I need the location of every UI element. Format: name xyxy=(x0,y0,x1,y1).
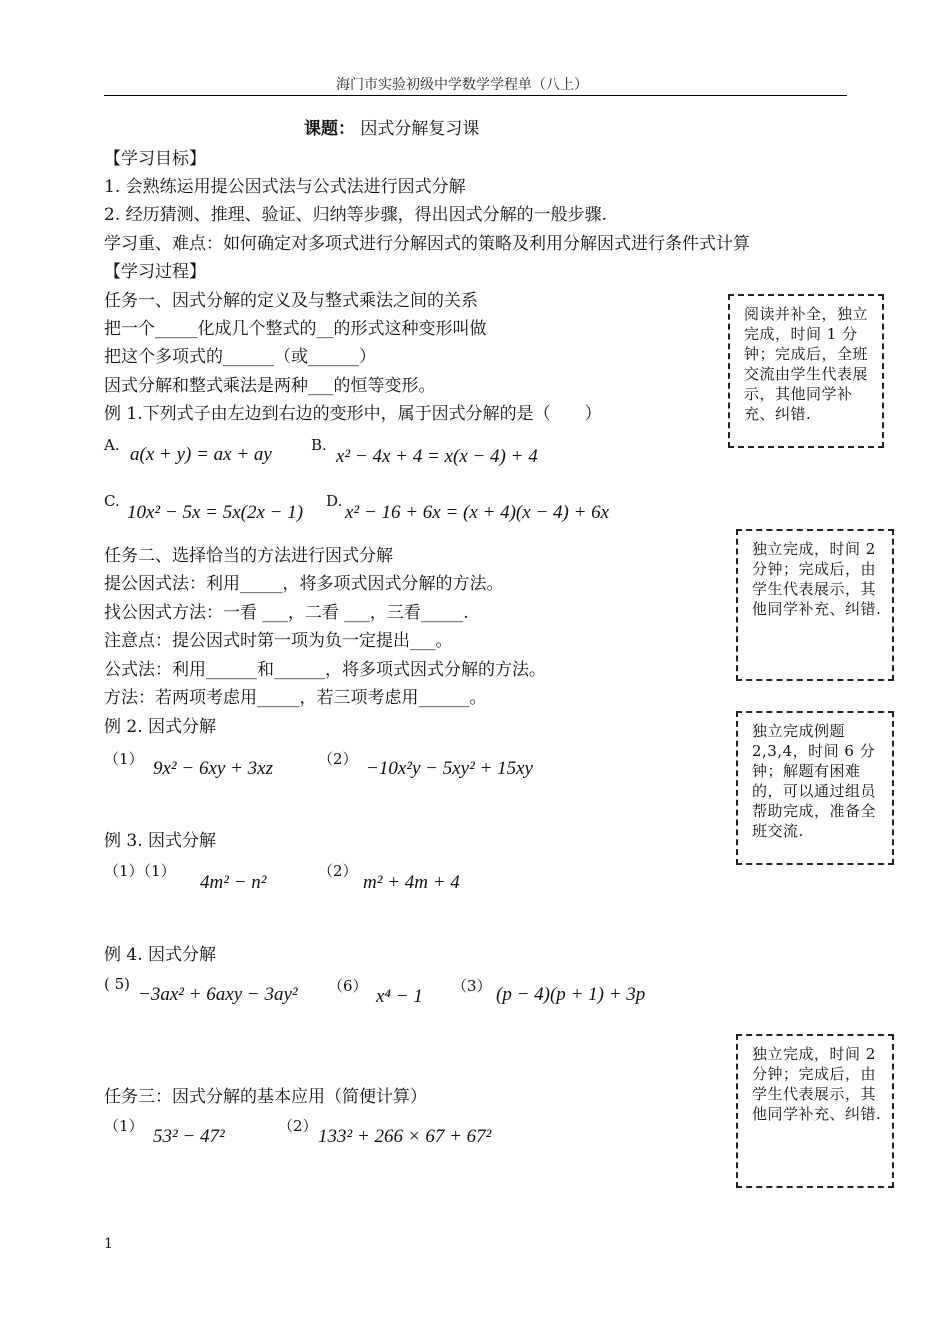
item-expression: 133² + 266 × 67 + 67² xyxy=(318,1126,492,1147)
task2-line: 找公因式方法：一看 ___，二看 ___，三看_____. xyxy=(104,603,469,623)
lesson-title xyxy=(304,118,479,140)
example3-title: 例 3. 因式分解 xyxy=(104,831,217,851)
item-expression: 9x² − 6xy + 3xz xyxy=(153,758,273,779)
option-label: D. xyxy=(326,492,343,510)
option-expression: 10x² − 5x = 5x(2x − 1) xyxy=(127,502,304,523)
item-label: （6） xyxy=(328,977,368,995)
task2-line: 注意点：提公因式时第一项为负一定提出___。 xyxy=(104,631,453,651)
page-number: 1 xyxy=(104,1236,113,1252)
goal-item: 2. 经历猜测、推理、验证、归纳等步骤，得出因式分解的一般步骤. xyxy=(104,205,608,225)
task1-line: 把这个多项式的______（或______） xyxy=(104,347,376,367)
item-expression: m² + 4m + 4 xyxy=(363,872,460,893)
item-label: （1） xyxy=(104,1117,144,1135)
page-header: 海门市实验初级中学数学学程单（八上） xyxy=(336,77,588,93)
task2-line: 方法：若两项考虑用_____，若三项考虑用______。 xyxy=(104,688,487,708)
title-text: 因式分解复习课 xyxy=(360,119,480,139)
example2-title: 例 2. 因式分解 xyxy=(104,717,217,737)
title-label: 课题： xyxy=(304,119,355,139)
task2-line: 公式法：利用______和______，将多项式因式分解的方法。 xyxy=(104,660,546,680)
item-expression: −3ax² + 6axy − 3ay² xyxy=(138,984,298,1005)
example1-prompt: 例 1.下列式子由左边到右边的变形中，属于因式分解的是（ ） xyxy=(104,404,602,424)
item-expression: (p − 4)(p + 1) + 3p xyxy=(496,984,646,1005)
item-label: （2） xyxy=(278,1117,318,1135)
option-label: C. xyxy=(104,492,120,510)
header-rule xyxy=(104,95,847,96)
side-note: 阅读并补全，独立完成，时间 1 分钟；完成后，全班交流由学生代表展示，其他同学补充、纠错. xyxy=(728,294,884,448)
item-label: （2） xyxy=(318,862,358,880)
item-label: （3） xyxy=(452,977,492,995)
option-expression: x² − 16 + 6x = (x + 4)(x − 4) + 6x xyxy=(345,502,610,523)
goal-item: 1. 会熟练运用提公因式法与公式法进行因式分解 xyxy=(104,177,466,197)
goals-heading: 【学习目标】 xyxy=(104,149,206,169)
item-expression: 53² − 47² xyxy=(153,1126,225,1147)
option-label: B. xyxy=(311,436,327,454)
example4-title: 例 4. 因式分解 xyxy=(104,945,217,965)
side-note: 独立完成例题 2,3,4，时间 6 分钟；解题有困难的，可以通过组员帮助完成，准备全班交流. xyxy=(736,711,894,865)
task2-line: 提公因式法：利用_____，将多项式因式分解的方法。 xyxy=(104,574,504,594)
task2-title: 任务二、选择恰当的方法进行因式分解 xyxy=(104,546,393,566)
option-expression: a(x + y) = ax + ay xyxy=(130,444,272,465)
item-label: ( 5) xyxy=(104,975,131,993)
item-label: （1） xyxy=(104,750,144,768)
option-label: A. xyxy=(104,436,120,454)
task1-title: 任务一、因式分解的定义及与整式乘法之间的关系 xyxy=(104,291,478,311)
item-expression: x⁴ − 1 xyxy=(376,986,423,1007)
option-expression: x² − 4x + 4 = x(x − 4) + 4 xyxy=(336,446,538,467)
side-note: 独立完成，时间 2 分钟；完成后，由学生代表展示，其他同学补充、纠错. xyxy=(736,529,894,681)
item-expression: 4m² − n² xyxy=(200,872,267,893)
side-note: 独立完成，时间 2 分钟；完成后，由学生代表展示，其他同学补充、纠错. xyxy=(736,1034,894,1188)
process-heading: 【学习过程】 xyxy=(104,262,206,282)
task3-title: 任务三：因式分解的基本应用（简便计算） xyxy=(104,1087,427,1107)
task1-line: 因式分解和整式乘法是两种___的恒等变形。 xyxy=(104,376,436,396)
item-label: （1）（1） xyxy=(104,862,176,880)
key-points: 学习重、难点：如何确定对多项式进行分解因式的策略及利用分解因式进行条件式计算 xyxy=(104,234,750,254)
item-label: （2） xyxy=(318,750,358,768)
item-expression: −10x²y − 5xy² + 15xy xyxy=(366,758,533,779)
task1-line: 把一个_____化成几个整式的__的形式这种变形叫做 xyxy=(104,319,487,339)
